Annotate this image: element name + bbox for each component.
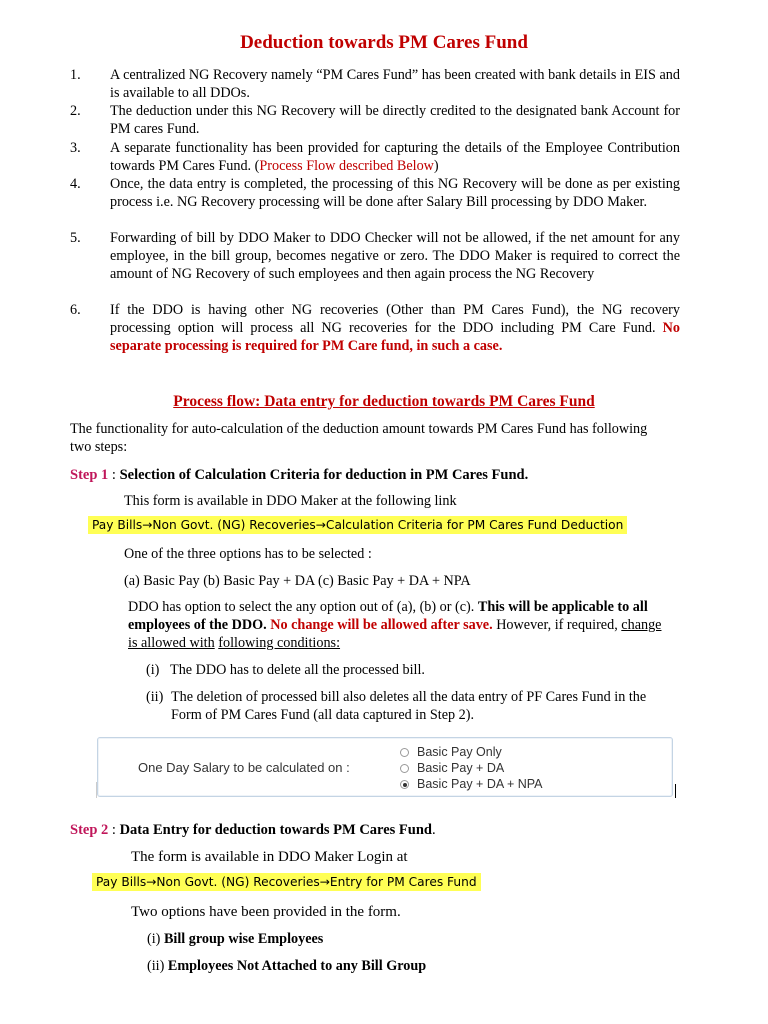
step2-label: Step 2: [70, 822, 109, 838]
item-text-tail: ): [433, 158, 439, 174]
form-edge: [96, 782, 97, 798]
radio-label: Basic Pay + DA + NPA: [417, 777, 543, 791]
step2-title-end: .: [432, 822, 436, 838]
ddo-change-allowed: change is allowed with: [128, 617, 662, 651]
ddo-text: DDO has option to select the any option out of (a), (b) or (c).: [128, 599, 475, 615]
list-item-3: [70, 139, 680, 175]
item-number: 2.: [70, 103, 81, 119]
radio-button-selected[interactable]: [400, 780, 409, 789]
step2-option-2: [147, 957, 667, 975]
step2-option-1: [147, 930, 667, 948]
ddo-applicable-note: This will be applicable to all employees of the DDO.: [128, 599, 648, 633]
step1-sep: :: [108, 467, 120, 483]
radio-label: Basic Pay + DA: [417, 761, 505, 775]
text-cursor: [675, 784, 676, 798]
radio-basic-pay-only[interactable]: [400, 745, 502, 759]
step1-options: (a) Basic Pay (b) Basic Pay + DA (c) Basic Pay + DA + NPA: [124, 573, 471, 589]
step1-heading: [70, 466, 710, 484]
step1-title: Selection of Calculation Criteria for deduction in PM Cares Fund.: [119, 467, 529, 483]
item-text: A centralized NG Recovery namely “PM Cares Fund” has been created with bank details in EIS and is available to all DDOs.: [110, 67, 680, 101]
no-separate-processing-note: No separate processing is required for PM Care fund, in such a case.: [110, 320, 680, 354]
item-number: 4.: [70, 176, 81, 192]
condition-2: [146, 688, 672, 724]
radio-button[interactable]: [400, 748, 409, 757]
condition-text: The deletion of processed bill also deletes all the data entry of PF Cares Fund in the Form of PM Cares Fund (all data captured in Step 2).: [171, 689, 647, 723]
ddo-following-conditions: following conditions:: [218, 635, 341, 651]
item-number: 3.: [70, 140, 81, 156]
item-text: The deduction under this NG Recovery will be directly credited to the designated bank Account for PM cares Fund.: [110, 103, 680, 137]
radio-basic-pay-da[interactable]: [400, 761, 504, 775]
item-number: 5.: [70, 230, 81, 246]
option-number: (i): [147, 931, 161, 947]
condition-1: [146, 661, 666, 679]
radio-basic-pay-da-npa[interactable]: [400, 777, 543, 791]
step2-heading: [70, 821, 710, 839]
process-flow-heading: Process flow: Data entry for deduction towards PM Cares Fund: [173, 393, 595, 410]
item-text: [110, 139, 680, 175]
calculation-criteria-form: [97, 737, 673, 797]
ddo-no-change-note: No change will be allowed after save.: [270, 617, 493, 633]
menu-path-highlight: Pay Bills→Non Govt. (NG) Recoveries→Entry for PM Cares Fund: [92, 873, 481, 891]
list-item-6: [70, 301, 680, 355]
item-text: [110, 301, 680, 355]
option-text: Bill group wise Employees: [163, 931, 324, 947]
process-flow-note: Process Flow described Below: [259, 158, 434, 174]
step2-title: Data Entry for deduction towards PM Cares Fund: [119, 822, 432, 838]
menu-path-highlight: Pay Bills→Non Govt. (NG) Recoveries→Calculation Criteria for PM Cares Fund Deduction: [88, 516, 627, 534]
list-item-5: [70, 229, 680, 283]
step1-one-of: One of the three options has to be selected :: [124, 546, 372, 562]
step2-sep: :: [108, 822, 120, 838]
option-text: Employees Not Attached to any Bill Group: [167, 958, 427, 974]
condition-number: (i): [146, 662, 160, 678]
condition-number: (ii): [146, 689, 164, 705]
condition-text: The DDO has to delete all the processed bill.: [170, 662, 425, 678]
page-title: Deduction towards PM Cares Fund: [240, 32, 528, 53]
item-number: 6.: [70, 302, 81, 318]
step2-menu-path: [92, 873, 481, 891]
item-text: Once, the data entry is completed, the processing of this NG Recovery will be done as per existing process i.e. NG Recovery processing will be done after Salary Bill processing by DDO Maker.: [110, 176, 680, 210]
radio-button[interactable]: [400, 764, 409, 773]
step1-menu-path: [88, 516, 627, 534]
step2-two-options: Two options have been provided in the form.: [131, 904, 401, 920]
step1-ddo-option-text: [128, 598, 664, 652]
item-number: 1.: [70, 67, 81, 83]
step2-available: The form is available in DDO Maker Login at: [131, 849, 408, 865]
process-flow-intro: The functionality for auto-calculation of the deduction amount towards PM Cares Fund has following two steps:: [70, 421, 648, 455]
step1-available: This form is available in DDO Maker at the following link: [124, 493, 457, 509]
ddo-however: However, if required,: [496, 617, 618, 633]
list-item-4: [70, 175, 680, 211]
item-text-main: A separate functionality has been provided for capturing the details of the Employee Contribution towards PM Cares Fund. (: [110, 140, 680, 174]
item-text: Forwarding of bill by DDO Maker to DDO Checker will not be allowed, if the net amount for any employee, in the bill group, becomes negative or zero. The DDO Maker is required to correct the amount of NG Recovery of such employees and then again process the NG Recovery: [110, 230, 680, 282]
list-item-2: [70, 102, 680, 138]
step1-label: Step 1: [70, 467, 109, 483]
option-number: (ii): [147, 958, 165, 974]
list-item-1: [70, 66, 680, 102]
one-day-salary-label: One Day Salary to be calculated on :: [138, 760, 350, 775]
item-text-main: If the DDO is having other NG recoveries (Other than PM Cares Fund), the NG recovery processing option will process all NG recoveries for the DDO including PM Care Fund.: [110, 302, 680, 336]
radio-label: Basic Pay Only: [417, 745, 502, 759]
